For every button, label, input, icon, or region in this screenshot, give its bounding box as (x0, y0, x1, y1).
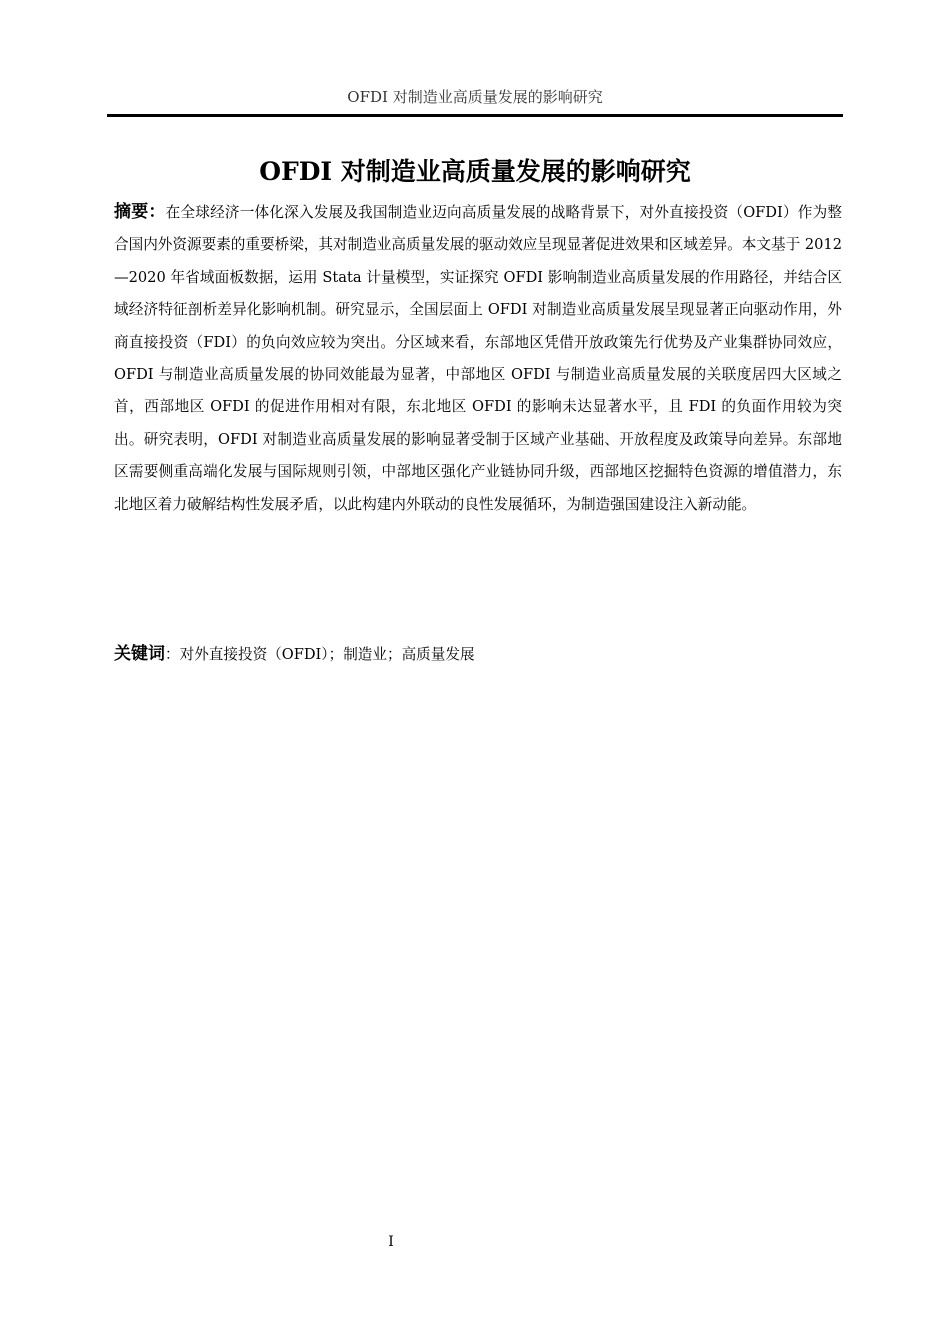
abstract-label: 摘要： (114, 202, 166, 222)
page-number: I (388, 1234, 394, 1250)
abstract-paragraph (114, 196, 842, 521)
keywords-paragraph (114, 638, 842, 671)
header-rule (107, 114, 843, 117)
abstract-text: 在全球经济一体化深入发展及我国制造业迈向高质量发展的战略背景下，对外直接投资（OFDI）作为整合国内外资源要素的重要桥梁，其对制造业高质量发展的驱动效应呈现显著促进效果和区域差异。本文基于 2012—2020 年省域面板数据，运用 Stata 计量模型，实证探究 OFDI 影响制造业高质量发展的作用路径，并结合区域经济特征剖析差异化影响机制。研究显示，全国层面上 OFDI 对制造业高质量发展呈现显著正向驱动作用，外商直接投资（FDI）的负向效应较为突出。分区域来看，东部地区凭借开放政策先行优势及产业集群协同效应，OFDI 与制造业高质量发展的协同效能最为显著，中部地区 OFDI 与制造业高质量发展的关联度居四大区域之首，西部地区 OFDI 的促进作用相对有限，东北地区 OFDI 的影响未达显著水平，且 FDI 的负面作用较为突出。研究表明，OFDI 对制造业高质量发展的影响显著受制于区域产业基础、开放程度及政策导向差异。东部地区需要侧重高端化发展与国际规则引领，中部地区强化产业链协同升级，西部地区挖掘特色资源的增值潜力，东北地区着力破解结构性发展矛盾，以此构建内外联动的良性发展循环，为制造强国建设注入新动能。 (114, 204, 843, 513)
keywords-text: ：对外直接投资（OFDI）；制造业；高质量发展 (165, 646, 475, 663)
document-title: OFDI 对制造业高质量发展的影响研究 (259, 157, 691, 186)
running-header: OFDI 对制造业高质量发展的影响研究 (347, 88, 603, 106)
keywords-label: 关键词 (114, 644, 165, 664)
